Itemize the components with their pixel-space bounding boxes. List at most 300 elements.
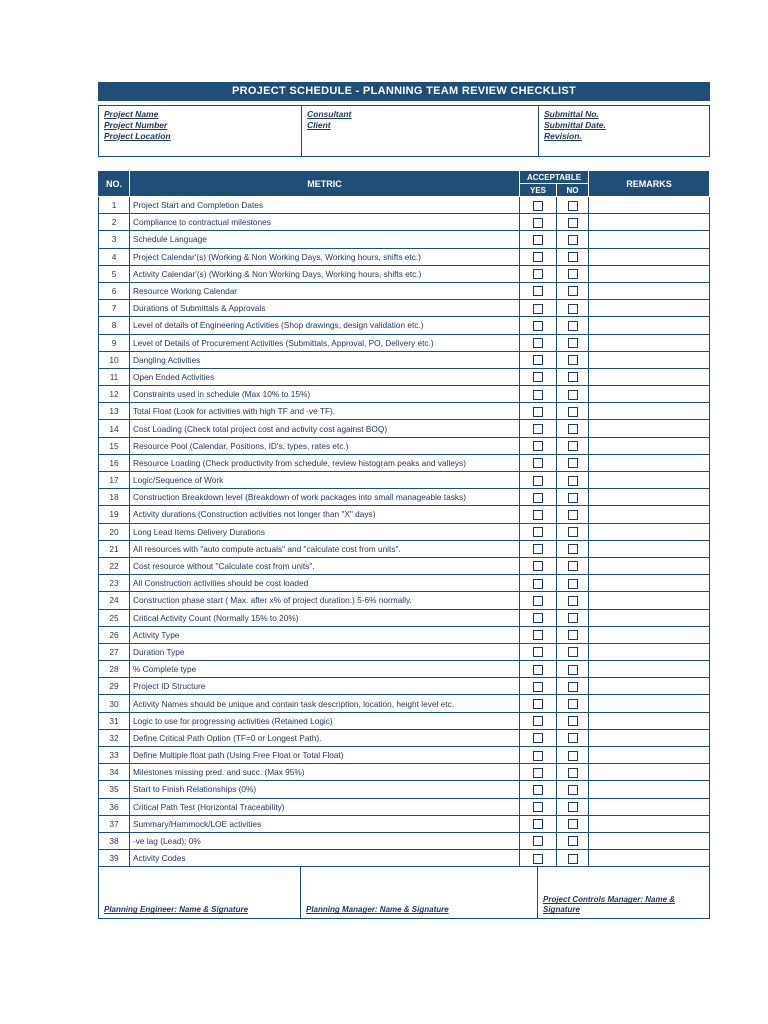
yes-checkbox[interactable] <box>533 424 543 434</box>
row-metric: Schedule Language <box>130 231 520 248</box>
remarks-cell[interactable] <box>589 712 710 729</box>
yes-cell <box>520 454 557 471</box>
no-checkbox[interactable] <box>568 218 578 228</box>
row-number: 20 <box>99 523 130 540</box>
row-metric: Total Float (Look for activities with high TF and -ve TF). <box>130 403 520 420</box>
no-cell <box>557 592 589 609</box>
remarks-cell[interactable] <box>589 282 710 299</box>
yes-checkbox[interactable] <box>533 682 543 692</box>
yes-cell <box>520 248 557 265</box>
no-cell <box>557 781 589 798</box>
page-title: PROJECT SCHEDULE - PLANNING TEAM REVIEW CHECKLIST <box>98 82 710 101</box>
no-checkbox[interactable] <box>568 836 578 846</box>
no-cell <box>557 609 589 626</box>
yes-checkbox[interactable] <box>533 441 543 451</box>
submittal-no-label: Submittal No. <box>544 109 599 119</box>
no-cell <box>557 678 589 695</box>
yes-cell <box>520 197 557 214</box>
remarks-cell[interactable] <box>589 472 710 489</box>
no-cell <box>557 420 589 437</box>
remarks-cell[interactable] <box>589 815 710 832</box>
table-row <box>99 300 710 317</box>
no-checkbox[interactable] <box>568 682 578 692</box>
yes-cell <box>520 557 557 574</box>
remarks-cell[interactable] <box>589 850 710 867</box>
table-row <box>99 798 710 815</box>
no-cell <box>557 214 589 231</box>
row-number: 16 <box>99 454 130 471</box>
no-checkbox[interactable] <box>568 355 578 365</box>
row-number: 30 <box>99 695 130 712</box>
row-number: 9 <box>99 334 130 351</box>
no-cell <box>557 815 589 832</box>
no-cell <box>557 661 589 678</box>
table-row <box>99 214 710 231</box>
table-row <box>99 523 710 540</box>
remarks-cell[interactable] <box>589 489 710 506</box>
remarks-cell[interactable] <box>589 781 710 798</box>
row-number: 5 <box>99 265 130 282</box>
no-checkbox[interactable] <box>568 252 578 262</box>
yes-cell <box>520 300 557 317</box>
no-cell <box>557 695 589 712</box>
row-metric: Activity Calendar'(s) (Working & Non Working Days, Working hours, shifts etc.) <box>130 265 520 282</box>
row-metric: Milestones missing pred. and succ. (Max 95%) <box>130 764 520 781</box>
remarks-cell[interactable] <box>589 678 710 695</box>
remarks-cell[interactable] <box>589 626 710 643</box>
remarks-cell[interactable] <box>589 214 710 231</box>
yes-cell <box>520 678 557 695</box>
no-checkbox[interactable] <box>568 441 578 451</box>
table-row <box>99 231 710 248</box>
no-checkbox[interactable] <box>568 802 578 812</box>
table-row <box>99 472 710 489</box>
no-checkbox[interactable] <box>568 665 578 675</box>
row-metric: Logic to use for progressing activities (Retained Logic) <box>130 712 520 729</box>
remarks-cell[interactable] <box>589 317 710 334</box>
no-checkbox[interactable] <box>568 544 578 554</box>
row-number: 13 <box>99 403 130 420</box>
yes-cell <box>520 368 557 385</box>
yes-cell <box>520 781 557 798</box>
no-cell <box>557 626 589 643</box>
yes-checkbox[interactable] <box>533 235 543 245</box>
table-row <box>99 626 710 643</box>
no-checkbox[interactable] <box>568 613 578 623</box>
no-cell <box>557 798 589 815</box>
table-row <box>99 747 710 764</box>
row-number: 22 <box>99 557 130 574</box>
table-row <box>99 368 710 385</box>
no-cell <box>557 317 589 334</box>
row-number: 39 <box>99 850 130 867</box>
remarks-cell[interactable] <box>589 695 710 712</box>
yes-checkbox[interactable] <box>533 561 543 571</box>
no-checkbox[interactable] <box>568 493 578 503</box>
no-cell <box>557 231 589 248</box>
row-metric: % Complete type <box>130 661 520 678</box>
row-metric: Cost resource without "Calculate cost from units". <box>130 557 520 574</box>
yes-checkbox[interactable] <box>533 527 543 537</box>
remarks-cell[interactable] <box>589 609 710 626</box>
row-number: 33 <box>99 747 130 764</box>
yes-cell <box>520 592 557 609</box>
yes-cell <box>520 351 557 368</box>
no-checkbox[interactable] <box>568 510 578 520</box>
row-metric: Dangling Activities <box>130 351 520 368</box>
no-cell <box>557 575 589 592</box>
yes-checkbox[interactable] <box>533 372 543 382</box>
yes-checkbox[interactable] <box>533 579 543 589</box>
no-checkbox[interactable] <box>568 768 578 778</box>
planning-engineer-signature[interactable] <box>99 867 301 918</box>
yes-checkbox[interactable] <box>533 785 543 795</box>
header-yes: YES <box>520 184 557 197</box>
no-checkbox[interactable] <box>568 269 578 279</box>
no-checkbox[interactable] <box>568 647 578 657</box>
yes-checkbox[interactable] <box>533 665 543 675</box>
remarks-cell[interactable] <box>589 454 710 471</box>
info-column-project <box>99 106 302 156</box>
no-checkbox[interactable] <box>568 372 578 382</box>
no-cell <box>557 248 589 265</box>
row-metric: Activity Type <box>130 626 520 643</box>
no-checkbox[interactable] <box>568 304 578 314</box>
row-number: 21 <box>99 540 130 557</box>
yes-checkbox[interactable] <box>533 355 543 365</box>
table-row <box>99 317 710 334</box>
no-checkbox[interactable] <box>568 733 578 743</box>
yes-cell <box>520 231 557 248</box>
row-number: 35 <box>99 781 130 798</box>
no-cell <box>557 197 589 214</box>
row-metric: Constraints used in schedule (Max 10% to 15%) <box>130 386 520 403</box>
yes-checkbox[interactable] <box>533 304 543 314</box>
no-checkbox[interactable] <box>568 596 578 606</box>
remarks-cell[interactable] <box>589 764 710 781</box>
row-metric: Durations of Submittals & Approvals <box>130 300 520 317</box>
no-checkbox[interactable] <box>568 424 578 434</box>
client-label: Client <box>307 120 331 130</box>
remarks-cell[interactable] <box>589 420 710 437</box>
yes-checkbox[interactable] <box>533 854 543 864</box>
table-row <box>99 197 710 214</box>
table-row <box>99 489 710 506</box>
info-column-consultant <box>302 106 539 156</box>
table-row <box>99 334 710 351</box>
no-checkbox[interactable] <box>568 407 578 417</box>
row-metric: Start to Finish Relationships (0%) <box>130 781 520 798</box>
yes-cell <box>520 850 557 867</box>
yes-cell <box>520 386 557 403</box>
yes-cell <box>520 609 557 626</box>
no-cell <box>557 747 589 764</box>
info-column-submittal <box>539 106 709 156</box>
row-number: 15 <box>99 437 130 454</box>
no-cell <box>557 368 589 385</box>
yes-checkbox[interactable] <box>533 476 543 486</box>
row-number: 27 <box>99 643 130 660</box>
yes-checkbox[interactable] <box>533 630 543 640</box>
project-location-label: Project Location <box>104 131 171 141</box>
no-cell <box>557 523 589 540</box>
row-number: 8 <box>99 317 130 334</box>
no-checkbox[interactable] <box>568 699 578 709</box>
no-cell <box>557 472 589 489</box>
row-number: 25 <box>99 609 130 626</box>
row-number: 12 <box>99 386 130 403</box>
yes-cell <box>520 403 557 420</box>
yes-checkbox[interactable] <box>533 768 543 778</box>
table-row <box>99 248 710 265</box>
yes-checkbox[interactable] <box>533 201 543 211</box>
yes-checkbox[interactable] <box>533 596 543 606</box>
consultant-label: Consultant <box>307 109 352 119</box>
remarks-cell[interactable] <box>589 592 710 609</box>
yes-checkbox[interactable] <box>533 286 543 296</box>
row-metric: Resource Pool (Calendar, Positions, ID's, types, rates etc.) <box>130 437 520 454</box>
remarks-cell[interactable] <box>589 575 710 592</box>
checklist-table <box>98 170 710 867</box>
no-checkbox[interactable] <box>568 476 578 486</box>
yes-checkbox[interactable] <box>533 613 543 623</box>
row-metric: Compliance to contractual milestones <box>130 214 520 231</box>
yes-checkbox[interactable] <box>533 544 543 554</box>
remarks-cell[interactable] <box>589 437 710 454</box>
yes-cell <box>520 575 557 592</box>
row-number: 7 <box>99 300 130 317</box>
no-checkbox[interactable] <box>568 716 578 726</box>
checklist-sheet <box>98 82 710 919</box>
row-metric: Critical Activity Count (Normally 15% to 20%) <box>130 609 520 626</box>
remarks-cell[interactable] <box>589 747 710 764</box>
remarks-cell[interactable] <box>589 540 710 557</box>
row-metric: Construction Breakdown level (Breakdown of work packages into small manageable tasks) <box>130 489 520 506</box>
no-checkbox[interactable] <box>568 785 578 795</box>
remarks-cell[interactable] <box>589 661 710 678</box>
table-row <box>99 592 710 609</box>
no-checkbox[interactable] <box>568 286 578 296</box>
table-row <box>99 832 710 849</box>
remarks-cell[interactable] <box>589 506 710 523</box>
yes-checkbox[interactable] <box>533 252 543 262</box>
row-number: 3 <box>99 231 130 248</box>
remarks-cell[interactable] <box>589 300 710 317</box>
yes-checkbox[interactable] <box>533 647 543 657</box>
yes-cell <box>520 472 557 489</box>
yes-checkbox[interactable] <box>533 716 543 726</box>
row-number: 28 <box>99 661 130 678</box>
no-checkbox[interactable] <box>568 751 578 761</box>
yes-cell <box>520 712 557 729</box>
remarks-cell[interactable] <box>589 798 710 815</box>
yes-checkbox[interactable] <box>533 218 543 228</box>
yes-cell <box>520 282 557 299</box>
yes-checkbox[interactable] <box>533 338 543 348</box>
row-metric: Project ID Structure <box>130 678 520 695</box>
table-row <box>99 609 710 626</box>
no-checkbox[interactable] <box>568 630 578 640</box>
yes-cell <box>520 489 557 506</box>
remarks-cell[interactable] <box>589 386 710 403</box>
table-row <box>99 540 710 557</box>
table-row <box>99 643 710 660</box>
table-row <box>99 815 710 832</box>
yes-checkbox[interactable] <box>533 802 543 812</box>
no-cell <box>557 489 589 506</box>
planning-engineer-label: Planning Engineer: Name & Signature <box>104 905 249 915</box>
yes-cell <box>520 334 557 351</box>
no-cell <box>557 386 589 403</box>
no-cell <box>557 334 589 351</box>
no-checkbox[interactable] <box>568 235 578 245</box>
row-metric: Level of details of Engineering Activities (Shop drawings, design validation etc.) <box>130 317 520 334</box>
no-checkbox[interactable] <box>568 561 578 571</box>
no-checkbox[interactable] <box>568 321 578 331</box>
no-cell <box>557 437 589 454</box>
planning-manager-label: Planning Manager: Name & Signature <box>306 905 449 915</box>
yes-checkbox[interactable] <box>533 699 543 709</box>
yes-cell <box>520 523 557 540</box>
no-checkbox[interactable] <box>568 458 578 468</box>
row-number: 38 <box>99 832 130 849</box>
row-metric: All Construction activities should be cost loaded <box>130 575 520 592</box>
remarks-cell[interactable] <box>589 832 710 849</box>
submittal-date-label: Submittal Date. <box>544 120 606 130</box>
no-cell <box>557 282 589 299</box>
yes-cell <box>520 506 557 523</box>
header-metric: METRIC <box>130 171 520 197</box>
row-metric: Summary/Hammock/LOE activities <box>130 815 520 832</box>
header-remarks: REMARKS <box>589 171 710 197</box>
row-number: 1 <box>99 197 130 214</box>
no-checkbox[interactable] <box>568 527 578 537</box>
yes-cell <box>520 661 557 678</box>
no-cell <box>557 265 589 282</box>
header-no-option: NO <box>557 184 589 197</box>
yes-cell <box>520 729 557 746</box>
table-row <box>99 282 710 299</box>
yes-cell <box>520 437 557 454</box>
no-cell <box>557 729 589 746</box>
planning-manager-signature[interactable] <box>301 867 538 918</box>
signature-box <box>98 867 710 919</box>
yes-cell <box>520 643 557 660</box>
table-row <box>99 678 710 695</box>
row-metric: Level of Details of Procurement Activities (Submittals, Approval, PO, Delivery etc.) <box>130 334 520 351</box>
no-checkbox[interactable] <box>568 338 578 348</box>
no-checkbox[interactable] <box>568 390 578 400</box>
table-row <box>99 712 710 729</box>
remarks-cell[interactable] <box>589 557 710 574</box>
row-number: 6 <box>99 282 130 299</box>
no-cell <box>557 540 589 557</box>
remarks-cell[interactable] <box>589 403 710 420</box>
yes-checkbox[interactable] <box>533 458 543 468</box>
row-metric: Resource Working Calendar <box>130 282 520 299</box>
row-number: 2 <box>99 214 130 231</box>
remarks-cell[interactable] <box>589 334 710 351</box>
yes-checkbox[interactable] <box>533 407 543 417</box>
yes-cell <box>520 815 557 832</box>
yes-cell <box>520 798 557 815</box>
remarks-cell[interactable] <box>589 368 710 385</box>
remarks-cell[interactable] <box>589 729 710 746</box>
table-row <box>99 661 710 678</box>
project-controls-manager-signature[interactable] <box>538 867 709 918</box>
row-metric: All resources with "auto compute actuals" and "calculate cost from units". <box>130 540 520 557</box>
yes-cell <box>520 747 557 764</box>
yes-checkbox[interactable] <box>533 493 543 503</box>
remarks-cell[interactable] <box>589 643 710 660</box>
remarks-cell[interactable] <box>589 523 710 540</box>
no-cell <box>557 454 589 471</box>
no-cell <box>557 764 589 781</box>
no-cell <box>557 557 589 574</box>
table-row <box>99 454 710 471</box>
project-controls-manager-label: Project Controls Manager: Name & Signature <box>543 895 676 915</box>
table-row <box>99 695 710 712</box>
yes-checkbox[interactable] <box>533 836 543 846</box>
row-number: 32 <box>99 729 130 746</box>
no-cell <box>557 712 589 729</box>
yes-cell <box>520 764 557 781</box>
table-row <box>99 850 710 867</box>
row-metric: Critical Path Test (Horizontal Traceability) <box>130 798 520 815</box>
yes-checkbox[interactable] <box>533 390 543 400</box>
no-checkbox[interactable] <box>568 201 578 211</box>
yes-cell <box>520 832 557 849</box>
no-cell <box>557 832 589 849</box>
no-checkbox[interactable] <box>568 579 578 589</box>
row-metric: Activity Names should be unique and contain task description, location, height level etc. <box>130 695 520 712</box>
yes-checkbox[interactable] <box>533 321 543 331</box>
row-metric: Construction phase start ( Max. after x% of project duration.) 5-6% normally. <box>130 592 520 609</box>
yes-checkbox[interactable] <box>533 269 543 279</box>
remarks-cell[interactable] <box>589 351 710 368</box>
row-number: 34 <box>99 764 130 781</box>
yes-checkbox[interactable] <box>533 819 543 829</box>
remarks-cell[interactable] <box>589 248 710 265</box>
table-row <box>99 420 710 437</box>
yes-checkbox[interactable] <box>533 751 543 761</box>
remarks-cell[interactable] <box>589 231 710 248</box>
table-row <box>99 506 710 523</box>
project-name-label: Project Name <box>104 109 159 119</box>
yes-cell <box>520 317 557 334</box>
row-number: 19 <box>99 506 130 523</box>
yes-cell <box>520 695 557 712</box>
table-row <box>99 781 710 798</box>
row-metric: Duration Type <box>130 643 520 660</box>
no-checkbox[interactable] <box>568 854 578 864</box>
table-row <box>99 764 710 781</box>
yes-checkbox[interactable] <box>533 510 543 520</box>
yes-checkbox[interactable] <box>533 733 543 743</box>
no-cell <box>557 300 589 317</box>
table-row <box>99 729 710 746</box>
project-info-box <box>98 105 710 157</box>
row-number: 11 <box>99 368 130 385</box>
row-number: 18 <box>99 489 130 506</box>
table-row <box>99 386 710 403</box>
table-row <box>99 351 710 368</box>
no-checkbox[interactable] <box>568 819 578 829</box>
row-number: 31 <box>99 712 130 729</box>
remarks-cell[interactable] <box>589 265 710 282</box>
table-row <box>99 575 710 592</box>
remarks-cell[interactable] <box>589 197 710 214</box>
